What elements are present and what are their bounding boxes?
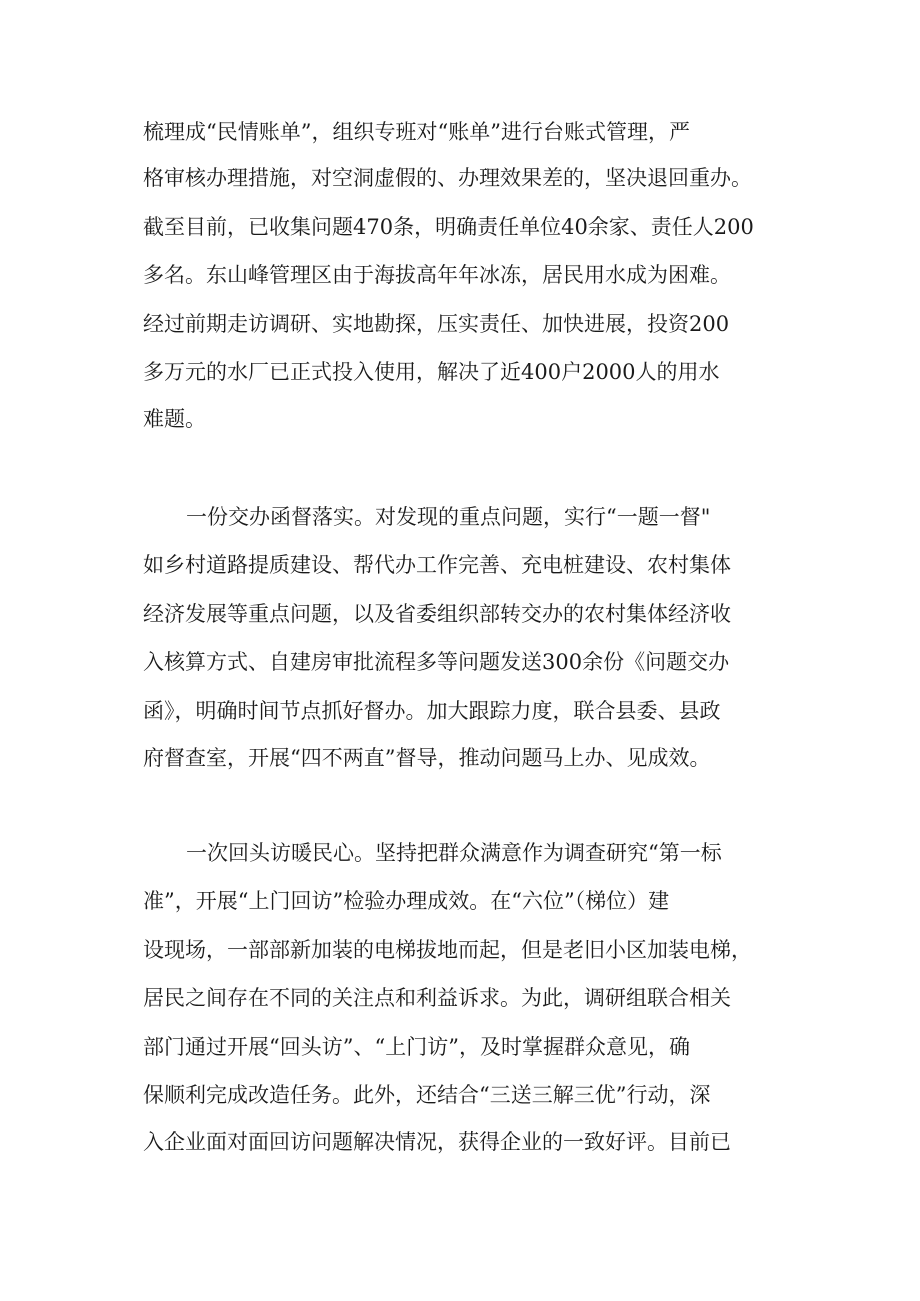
- text-line: 设现场，一部部新加装的电梯拔地而起，但是老旧小区加装电梯，: [143, 938, 752, 962]
- text-line: 部门通过开展“回头访”、“上门访”，及时掌握群众意见，确: [143, 1035, 690, 1059]
- text-line: 多万元的水厂已正式投入使用，解决了近400户2000人的用水: [143, 360, 720, 384]
- text-line: 多名。东山峰管理区由于海拔高年年冰冻，居民用水成为困难。: [143, 263, 731, 287]
- text-line: 一份交办函督落实。对发现的重点问题，实行“一题一督": [186, 505, 711, 529]
- text-line: 难题。: [143, 407, 206, 431]
- text-line: 经济发展等重点问题，以及省委组织部转交办的农村集体经济收: [143, 602, 731, 626]
- text-line: 函》，明确时间节点抓好督办。加大跟踪力度，联合县委、县政: [143, 699, 721, 723]
- text-line: 准”，开展“上门回访”检验办理成效。在“六位”（梯位）建: [143, 889, 670, 913]
- text-line: 一次回头访暖民心。坚持把群众满意作为调查研究“第一标: [186, 841, 722, 865]
- text-line: 府督查室，开展“四不两直”督导，推动问题马上办、见成效。: [143, 746, 711, 770]
- text-line: 截至目前，已收集问题470条，明确责任单位40余家、责任人200: [143, 215, 754, 239]
- text-line: 保顺利完成改造任务。此外，还结合“三送三解三优”行动，深: [143, 1083, 711, 1107]
- text-line: 如乡村道路提质建设、帮代办工作完善、充电桩建设、农村集体: [143, 553, 731, 577]
- text-line: 经过前期走访调研、实地勘探，压实责任、加快进展，投资200: [143, 312, 730, 336]
- text-line: 格审核办理措施，对空洞虚假的、办理效果差的，坚决退回重办。: [143, 166, 752, 190]
- text-line: 入企业面对面回访问题解决情况，获得企业的一致好评。目前已: [143, 1130, 731, 1154]
- text-line: 梳理成“民情账单”，组织专班对“账单”进行台账式管理，严: [143, 120, 690, 144]
- text-line: 入核算方式、自建房审批流程多等问题发送300余份《问题交办: [143, 650, 730, 674]
- text-line: 居民之间存在不同的关注点和利益诉求。为此，调研组联合相关: [143, 986, 731, 1010]
